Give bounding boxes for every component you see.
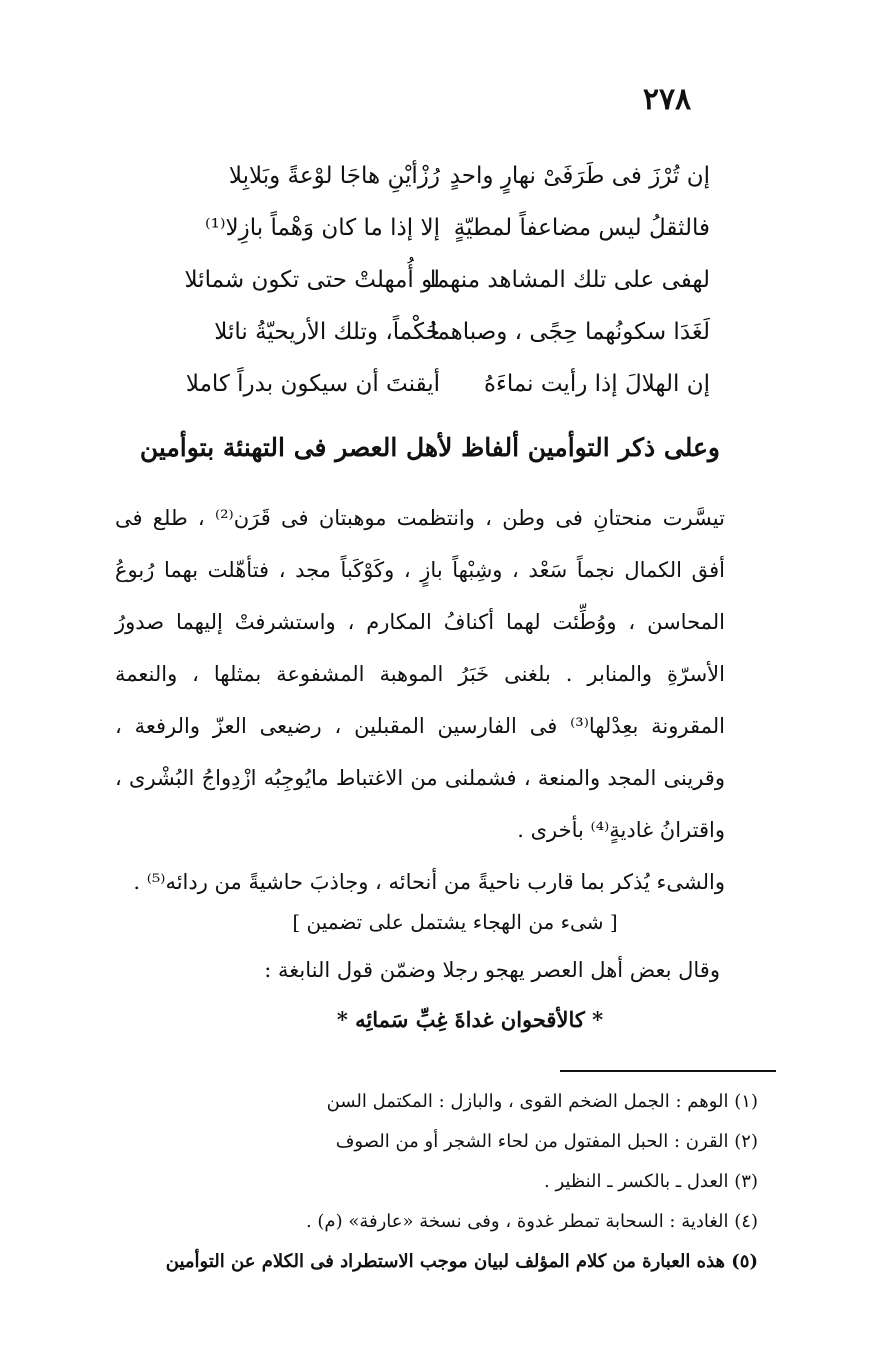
footnote: (١) الوهم : الجمل الضخم القوى ، والبازل : المكتمل السن [326, 1091, 758, 1112]
verse-second-hemistich: إلا إذا ما كان وَهْماً بازِلا⁽¹⁾ [205, 215, 440, 241]
verse-second-hemistich: رُزْأيْنِ هاجَا لوْعةً وبَلابِلا [228, 163, 440, 189]
prose-paragraph: تيسَّرت منحتانِ فى وطن ، وانتظمت موهبتان فى قَرَن⁽²⁾ ، طلع فى أفق الكمال نجماً سَعْد ، وشِبْهاً بازٍ ، وكَوْكَباً مجد ، فتأهّلت بهما رُبوعُ المحاسن ، ووُطِّئت لهما أكنافُ المكارم ، واستشرفتْ إليهما صدورُ الأسرّةِ والمنابر . بلغنى خَبَرُ الموهبة المشفوعة بمثلها ، والنعمة المقرونة بعِدْلها⁽³⁾ فى الفارسين المقبلين ، رضيعى العزّ والرفعة ، وقرينى المجد والمنعة ، فشملنى من الاغتباط مايُوجِبُه ازْدِواجُ البُشْرى ، واقترانُ غاديةٍ⁽⁴⁾ بأخرى . [115, 506, 725, 842]
poem-verse [170, 150, 710, 202]
prose-paragraph: والشىء يُذكر بما قارب ناحيةً من أنحائه ، وجاذبَ حاشيةً من ردائه⁽⁵⁾ . [133, 870, 725, 894]
poem-verse [170, 358, 710, 410]
poem-verse [170, 202, 710, 254]
verse-second-hemistich: لو أُمهلتْ حتى تكون شمائلا [184, 267, 440, 293]
poem-verse [170, 306, 710, 358]
subsection-intro: وقال بعض أهل العصر يهجو رجلا وضمّن قول النابغة : [264, 958, 720, 982]
page-number: ٢٧٨ [642, 82, 692, 117]
verse-second-hemistich: حُكْماً، وتلك الأريحيّةُ نائلا [214, 319, 440, 345]
section-heading: وعلى ذكر التوأمين ألفاظ لأهل العصر فى التهنئة بتوأمين [139, 433, 720, 462]
verse-first-hemistich: إن الهلالَ إذا رأيت نماءَهُ [483, 371, 710, 397]
verse-first-hemistich: فالثقلُ ليس مضاعفاً لمطيّةٍ [453, 215, 710, 241]
footnote: (٢) القرن : الحبل المفتول من لحاء الشجر أو من الصوف [335, 1131, 758, 1152]
footnote: (٥) هذه العبارة من كلام المؤلف لبيان موجب الاستطراد فى الكلام عن التوأمين [165, 1251, 758, 1272]
poem-verse [170, 254, 710, 306]
verse-second-hemistich: أيقنتَ أن سيكون بدراً كاملا [185, 371, 440, 397]
footnote: (٣) العدل ـ بالكسر ـ النظير . [544, 1171, 758, 1192]
poem [170, 150, 710, 410]
verse-first-hemistich: لَغَدَا سكونُهما حِجًى ، وصباهما [430, 319, 710, 345]
quoted-verse: * كالأقحوان غداةَ غِبِّ سَمائِه * [336, 1007, 604, 1032]
footnotes [130, 1082, 758, 1282]
footnote: (٤) الغادية : السحابة تمطر غدوة ، وفى نسخة «عارفة» (م) . [305, 1211, 758, 1232]
verse-first-hemistich: إن تُرْزَ فى طَرَفَىْ نهارٍ واحدٍ [449, 163, 710, 189]
subsection-title: [ شىء من الهجاء يشتمل على تضمين ] [292, 910, 618, 934]
prose-body [115, 492, 725, 908]
verse-first-hemistich: لهفى على تلك المشاهد منهما [429, 267, 710, 293]
footnote-divider [560, 1070, 776, 1072]
